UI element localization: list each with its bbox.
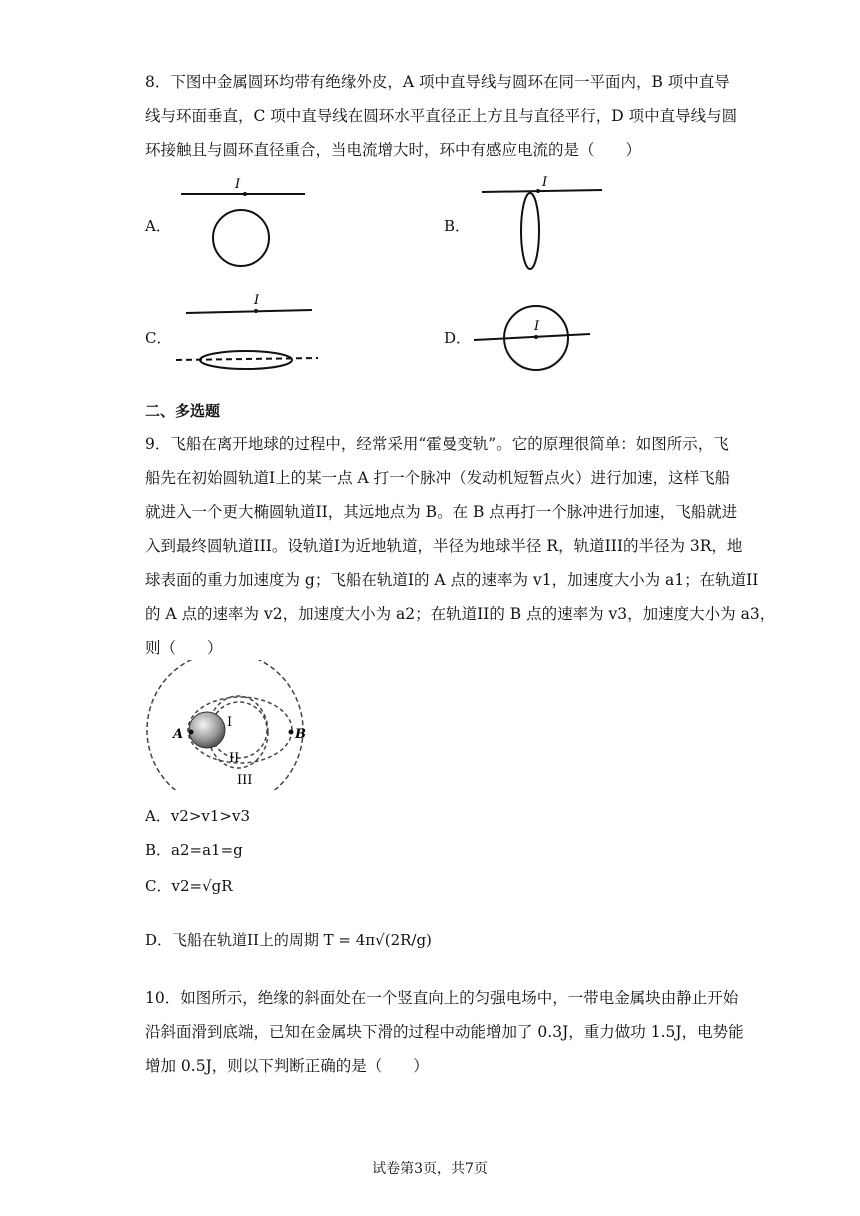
q9-line-7: 则（ ）: [145, 639, 223, 657]
q9-line-2: 船先在初始圆轨道I上的某一点 A 打一个脉冲（发动机短暂点火）进行加速，这样飞船: [145, 469, 731, 487]
q9-line-5: 球表面的重力加速度为 g；飞船在轨道I的 A 点的速率为 v1，加速度大小为 a1；在轨道II: [145, 571, 759, 589]
q8-option-c-label: C．: [145, 329, 172, 347]
q8-figure-b: [478, 172, 608, 272]
q8-figure-c: [172, 288, 322, 376]
current-label-c: I: [254, 293, 260, 308]
q8-figure-a: [175, 172, 315, 272]
q9-line-3: 就进入一个更大椭圆轨道II，其远地点为 B。在 B 点再打一个脉冲进行加速，飞船就进: [145, 503, 738, 521]
q9-option-b: B．a2=a1=g: [145, 841, 243, 859]
point-b-label: B: [295, 727, 306, 742]
q9-line-1: 9．飞船在离开地球的过程中，经常采用“霍曼变轨”。它的原理很简单：如图所示，飞: [145, 435, 729, 453]
current-label-d: I: [534, 319, 540, 334]
q8-line-1: 8．下图中金属圆环均带有绝缘外皮，A 项中直导线与圆环在同一平面内，B 项中直导: [145, 73, 730, 91]
q10-line-1: 10．如图所示，绝缘的斜面处在一个竖直向上的匀强电场中，一带电金属块由静止开始: [145, 989, 739, 1007]
q9-option-a: A．v2>v1>v3: [145, 807, 251, 825]
current-label-b: I: [542, 175, 548, 190]
q8-line-2: 线与环面垂直，C 项中直导线在圆环水平直径正上方且与直径平行，D 项中直导线与圆: [145, 107, 738, 125]
q9-line-4: 入到最终圆轨道III。设轨道I为近地轨道，半径为地球半径 R，轨道III的半径为 3R，地: [145, 537, 743, 555]
q9-option-c: C．v2=√gR: [145, 877, 233, 895]
q8-option-b-label: B．: [444, 217, 471, 235]
orbit-iii-label: III: [237, 773, 253, 788]
earth-icon: [189, 712, 225, 748]
q8-option-d-label: D．: [444, 329, 472, 347]
current-label-a: I: [235, 177, 241, 192]
q10-line-3: 增加 0.5J，则以下判断正确的是（ ）: [145, 1057, 429, 1075]
q8-line-3: 环接触且与圆环直径重合，当电流增大时，环中有感应电流的是（ ）: [145, 141, 642, 159]
orbit-i-label: I: [227, 715, 233, 730]
page-footer: 试卷第3页，共7页: [372, 1161, 488, 1177]
section-title: 二、多选题: [145, 402, 221, 420]
orbit-ii-label: II: [229, 751, 240, 766]
q9-orbit-figure: [143, 660, 323, 790]
q10-line-2: 沿斜面滑到底端，已知在金属块下滑的过程中动能增加了 0.3J，重力做功 1.5J，电势能: [145, 1023, 744, 1041]
orbit-iii: [147, 660, 303, 790]
point-a-label: A: [173, 727, 184, 742]
q9-line-6: 的 A 点的速率为 v2，加速度大小为 a2；在轨道II的 B 点的速率为 v3，加速度大小为 a3，: [145, 605, 776, 623]
q8-option-a-label: A．: [145, 217, 171, 235]
q8-figure-d: [470, 296, 600, 378]
q9-option-d: D．飞船在轨道II上的周期 T = 4π√(2R/g): [145, 931, 432, 949]
